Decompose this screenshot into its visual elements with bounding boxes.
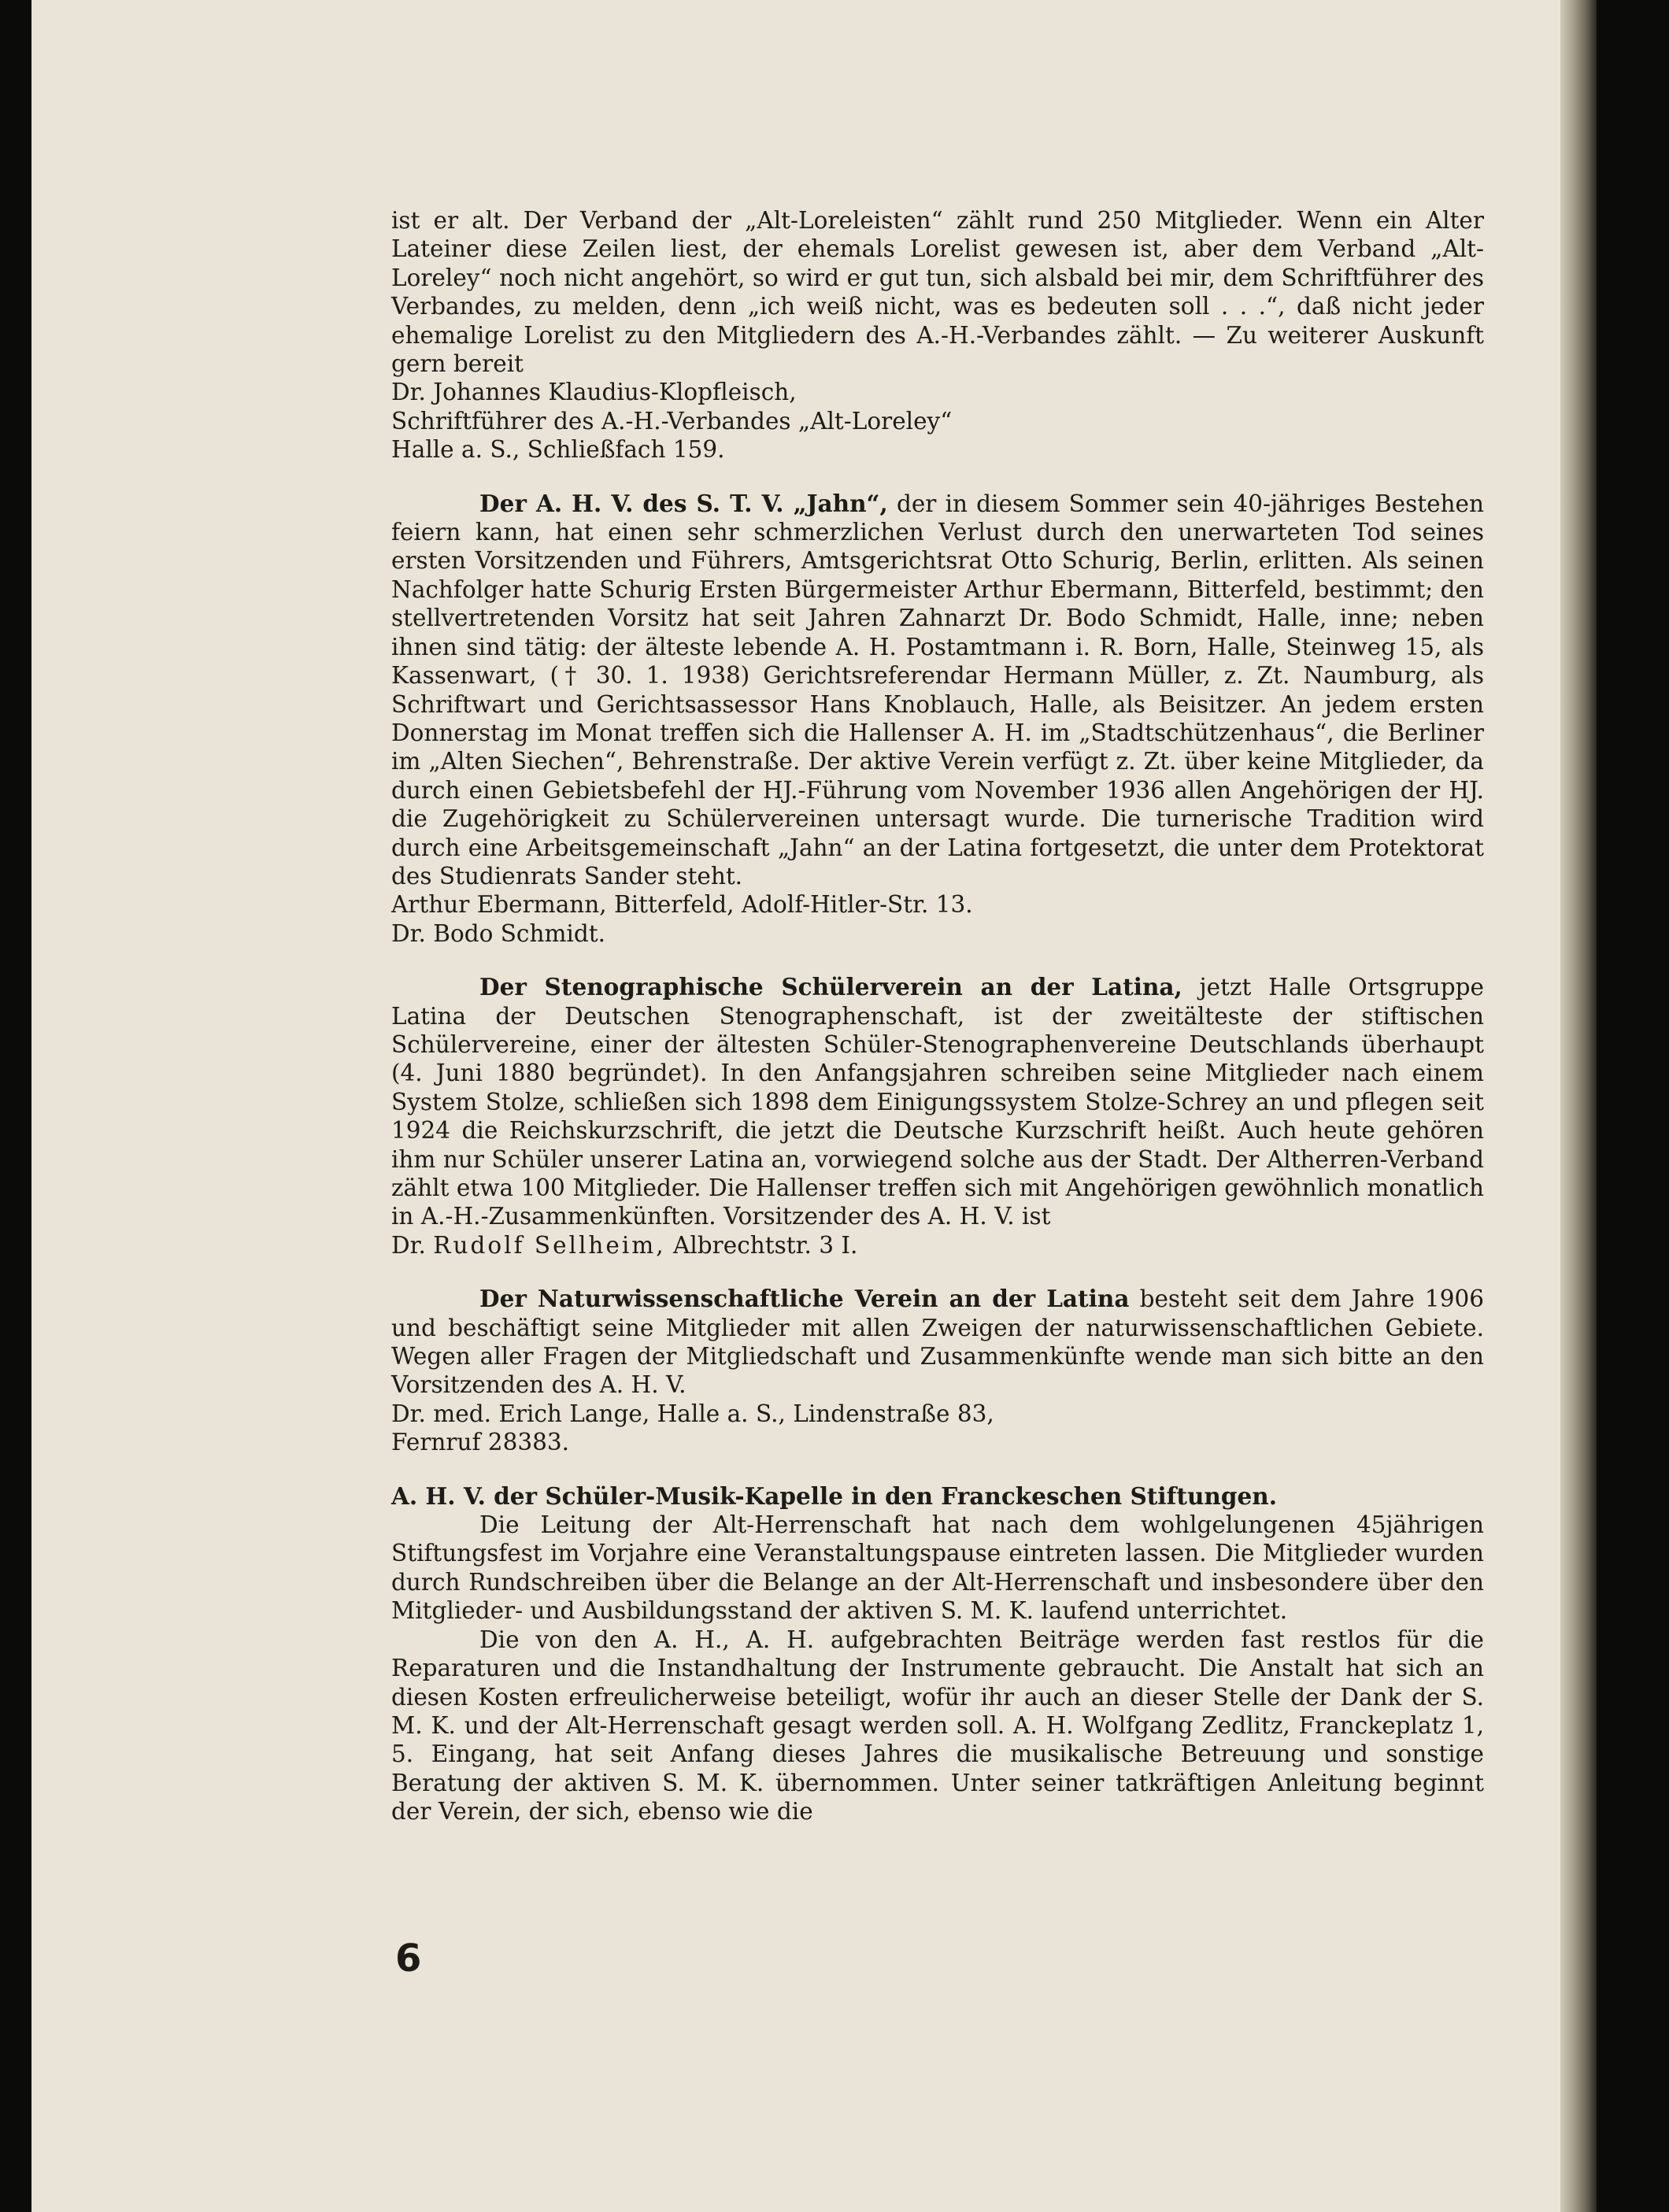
musik-heading: A. H. V. der Schüler-Musik-Kapelle in den Franckeschen Stiftungen. — [391, 1481, 1277, 1510]
steno-text: jetzt Halle Ortsgruppe Latina der Deutschen Stenographenschaft, ist der zweitälteste der stiftischen Schülervereine, einer der ältesten Schüler-Stenographenvereine Deutschlands überhaupt (4. Juni 1880 begründet). In den Anfangsjahren schreiben seine Mitglieder nach einem System Stolze, schließen sich 1898 dem Einigungssystem Stolze-Schrey an und pflegen seit 1924 die Reichskurzschrift, die jetzt die Deutsche Kurzschrift heißt. Auch heute gehören ihm nur Schüler unserer Latina an, vorwiegend solche aus der Stadt. Der Altherren-Verband zählt etwa 100 Mitglieder. Die Hallenser treffen sich mit Angehörigen gewöhnlich monatlich in A.-H.-Zusammenkünften. Vorsitzender des A. H. V. ist — [391, 974, 1484, 1230]
natur-signature-1: Dr. med. Erich Lange, Halle a. S., Lindenstraße 83, — [391, 1400, 994, 1427]
steno-heading: Der Stenographische Schülerverein an der Latina, — [479, 973, 1182, 1001]
jahn-signature-2: Dr. Bodo Schmidt. — [391, 919, 605, 947]
intro-signature-name: Dr. Johannes Klaudius-Klopfleisch, — [391, 379, 797, 406]
steno-signature-address: Albrechtstr. 3 I. — [665, 1231, 858, 1259]
jahn-text: der in diesem Sommer sein 40-jähriges Bestehen feiern kann, hat einen sehr schmerzlichen Verlust durch den unerwarteten Tod seines ersten Vorsitzenden und Führers, Amtsgerichtsrat Otto Schurig, Berlin, erlitten. Als seinen Nachfolger hatte Schurig Ersten Bürgermeister Arthur Ebermann, Bitterfeld, bestimmt; den stellvertretenden Vorsitz hat seit Jahren Zahnarzt Dr. Bodo Schmidt, Halle, inne; neben ihnen sind tätig: der älteste lebende A. H. Postamtmann i. R. Born, Halle, Steinweg 15, als Kassenwart, († 30. 1. 1938) Gerichtsreferendar Hermann Müller, z. Zt. Naumburg, als Schriftwart und Gerichtsassessor Hans Knoblauch, Halle, als Beisitzer. An jedem ersten Donnerstag im Monat treffen sich die Hallenser A. H. im „Stadtschützenhaus“, die Berliner im „Alten Siechen“, Behrenstraße. Der aktive Verein verfügt z. Zt. über keine Mitglieder, da durch einen Gebietsbefehl der HJ.-Führung vom November 1936 allen Angehörigen der HJ. die Zugehörigkeit zu Schülervereinen untersagt wurde. Die turnerische Tradition wird durch eine Arbeitsgemeinschaft „Jahn“ an der Latina fortgesetzt, die unter dem Protektorat des Studienrats Sander steht. — [391, 490, 1484, 890]
intro-signature-role: Schriftführer des A.-H.-Verbandes „Alt-Loreley“ — [391, 407, 953, 435]
page-number: 6 — [395, 1936, 422, 1981]
natur-signature-2: Fernruf 28383. — [391, 1429, 570, 1456]
jahn-signature-1: Arthur Ebermann, Bitterfeld, Adolf-Hitler-Str. 13. — [391, 891, 973, 919]
natur-paragraph — [391, 1285, 1484, 1400]
intro-signature-address: Halle a. S., Schließfach 159. — [391, 436, 725, 464]
steno-signature-name: Rudolf Sellheim, — [433, 1231, 666, 1259]
book-spine — [1560, 0, 1597, 2212]
jahn-heading: Der A. H. V. des S. T. V. „Jahn“, — [479, 489, 888, 517]
natur-text: besteht seit dem Jahre 1906 und beschäftigt seine Mitglieder mit allen Zweigen der naturwissenschaftlichen Gebiete. Wegen aller Fragen der Mitgliedschaft und Zusammenkünfte wende man sich bitte an den Vorsitzenden des A. H. V. — [391, 1285, 1484, 1399]
musik-paragraph-1: Die Leitung der Alt-Herrenschaft hat nach dem wohlgelungenen 45jährigen Stiftungsfest im Vorjahre eine Veranstaltungspause eintreten lassen. Die Mitglieder wurden durch Rundschreiben über die Belange an der Alt-Herrenschaft und insbesondere über den Mitglieder- und Ausbildungsstand der aktiven S. M. K. laufend unterrichtet. — [391, 1511, 1484, 1625]
musik-paragraph-2: Die von den A. H., A. H. aufgebrachten Beiträge werden fast restlos für die Reparaturen und die Instandhaltung der Instrumente gebraucht. Die Anstalt hat sich an diesen Kosten erfreulicherweise beteiligt, wofür ihr auch an dieser Stelle der Dank der S. M. K. und der Alt-Herrenschaft gesagt werden soll. A. H. Wolfgang Zedlitz, Franckeplatz 1, 5. Eingang, hat seit Anfang dieses Jahres die musikalische Betreuung und sonstige Beratung der aktiven S. M. K. übernommen. Unter seiner tatkräftigen Anleitung beginnt der Verein, der sich, ebenso wie die — [391, 1626, 1484, 1825]
page-content — [391, 206, 1484, 1826]
steno-signature — [391, 1231, 1484, 1260]
natur-heading: Der Naturwissenschaftliche Verein an der Latina — [479, 1285, 1130, 1313]
intro-paragraph: ist er alt. Der Verband der „Alt-Loreleisten“ zählt rund 250 Mitglieder. Wenn ein Alter Lateiner diese Zeilen liest, der ehemals Lorelist gewesen ist, aber dem Verband „Alt-Loreley“ noch nicht angehört, so wird er gut tun, sich alsbald bei mir, dem Schriftführer des Verbandes, zu melden, denn „ich weiß nicht, was es bedeuten soll . . .“, daß nicht jeder ehemalige Lorelist zu den Mitgliedern des A.-H.-Verbandes zählt. — Zu weiterer Auskunft gern bereit — [391, 207, 1484, 378]
steno-signature-prefix: Dr. — [391, 1231, 434, 1259]
steno-paragraph — [391, 973, 1484, 1231]
jahn-paragraph — [391, 490, 1484, 891]
